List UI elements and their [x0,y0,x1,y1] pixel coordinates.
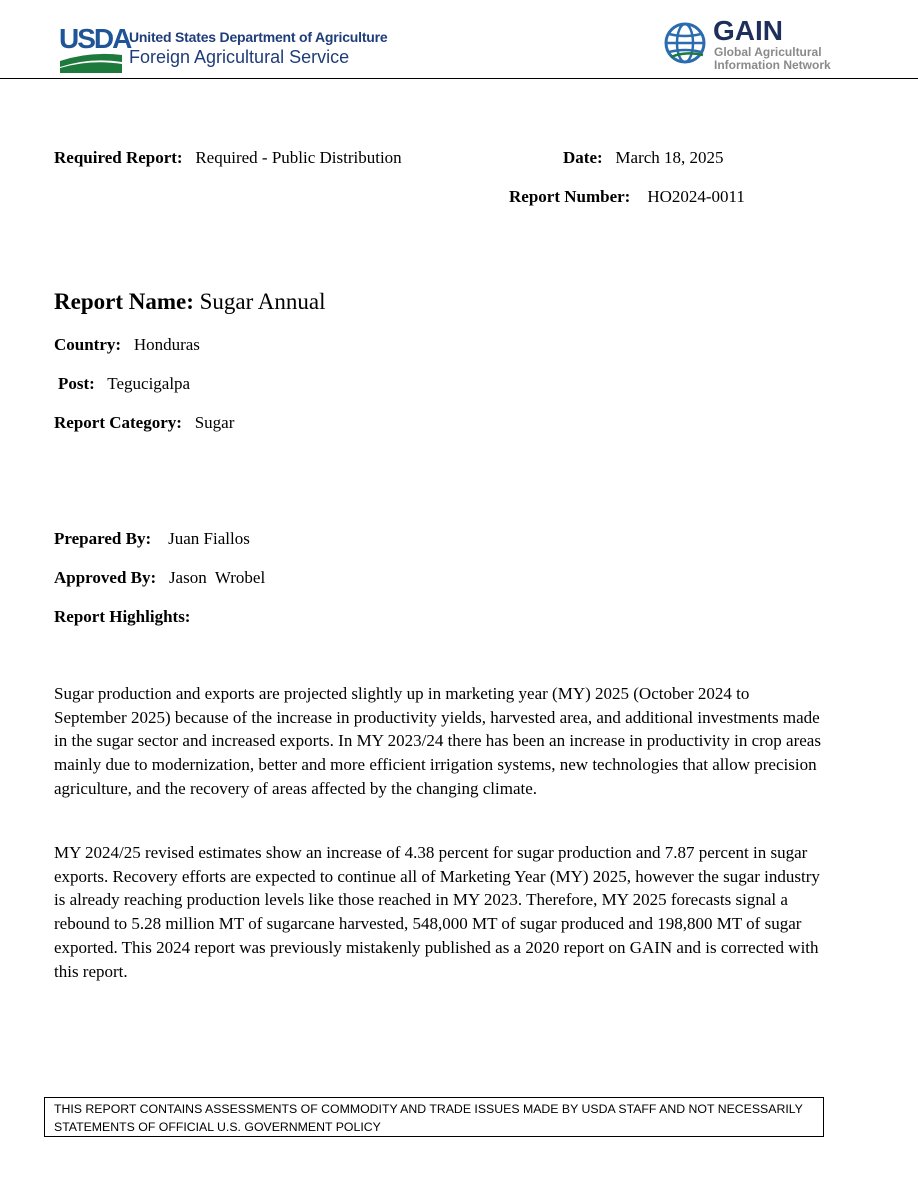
required-report-label: Required Report: [54,148,183,167]
usda-logo: USDA [59,23,131,54]
highlights-paragraph-1: Sugar production and exports are projected slightly up in marketing year (MY) 2025 (October 2024 to September 2025) because of the increase in productivity yields, harvested area, and additional investments made in the sugar sector and increased exports. In MY 2023/24 there has been an increase in productivity in crop areas mainly due to modernization, better and more efficient irrigation systems, new technologies that allow precision agriculture, and the recovery of areas affected by the changing climate. [54,684,821,798]
globe-icon [663,21,707,65]
report-number-value: HO2024-0011 [647,187,745,206]
gain-logo: GAIN [713,15,783,46]
post-field [58,374,190,394]
prepared-by-label: Prepared By: [54,529,152,548]
gain-subtitle-line2: Information Network [714,58,831,72]
department-name: United States Department of Agriculture [129,29,388,45]
date-field [563,148,724,168]
prepared-by-value: Juan Fiallos [168,529,250,548]
report-name-field [54,289,325,315]
date-value: March 18, 2025 [615,148,724,167]
usda-swoosh-icon [60,53,122,73]
report-category-value: Sugar [194,413,235,432]
required-report-value: Required - Public Distribution [195,148,402,167]
report-number-field [509,187,745,207]
header-divider [0,78,918,79]
disclaimer-text: THIS REPORT CONTAINS ASSESSMENTS OF COMMODITY AND TRADE ISSUES MADE BY USDA STAFF AND NOT NECESSARILY STATEMENTS OF OFFICIAL U.S. GOVERNMENT POLICY [54,1102,803,1134]
post-label: Post: [58,374,95,393]
date-label: Date: [563,148,603,167]
approved-by-label: Approved By: [54,568,157,587]
report-highlights-label: Report Highlights: [54,607,191,626]
required-report-field [54,148,402,168]
gain-subtitle-line1: Global Agricultural [714,45,822,59]
report-name-label: Report Name: [54,289,194,314]
report-category-field [54,413,234,433]
country-field [54,335,200,355]
highlights-body-2 [54,841,824,983]
prepared-by-field [54,529,250,549]
report-highlights-heading [54,607,190,627]
approved-by-field [54,568,265,588]
report-number-label: Report Number: [509,187,631,206]
gain-subtitle [714,46,831,72]
disclaimer-box [44,1097,824,1137]
agency-name: Foreign Agricultural Service [129,47,350,67]
country-label: Country: [54,335,122,354]
post-value: Tegucigalpa [107,374,191,393]
report-name-value: Sugar Annual [199,289,326,314]
report-category-label: Report Category: [54,413,182,432]
approved-by-value: Jason Wrobel [168,568,266,587]
highlights-paragraph-2: MY 2024/25 revised estimates show an increase of 4.38 percent for sugar production and 7.87 percent in sugar exports. Recovery efforts are expected to continue all of Marketing Year (MY) 2025, however the sugar industry is already reaching production levels like those reached in MY 2023. Therefore, MY 2025 forecasts signal a rebound to 5.28 million MT of sugarcane harvested, 548,000 MT of sugar produced and 198,800 MT of sugar exported. This 2024 report was previously mistakenly published as a 2020 report on GAIN and is corrected with this report. [54,843,820,981]
country-value: Honduras [133,335,200,354]
highlights-body [54,682,824,801]
